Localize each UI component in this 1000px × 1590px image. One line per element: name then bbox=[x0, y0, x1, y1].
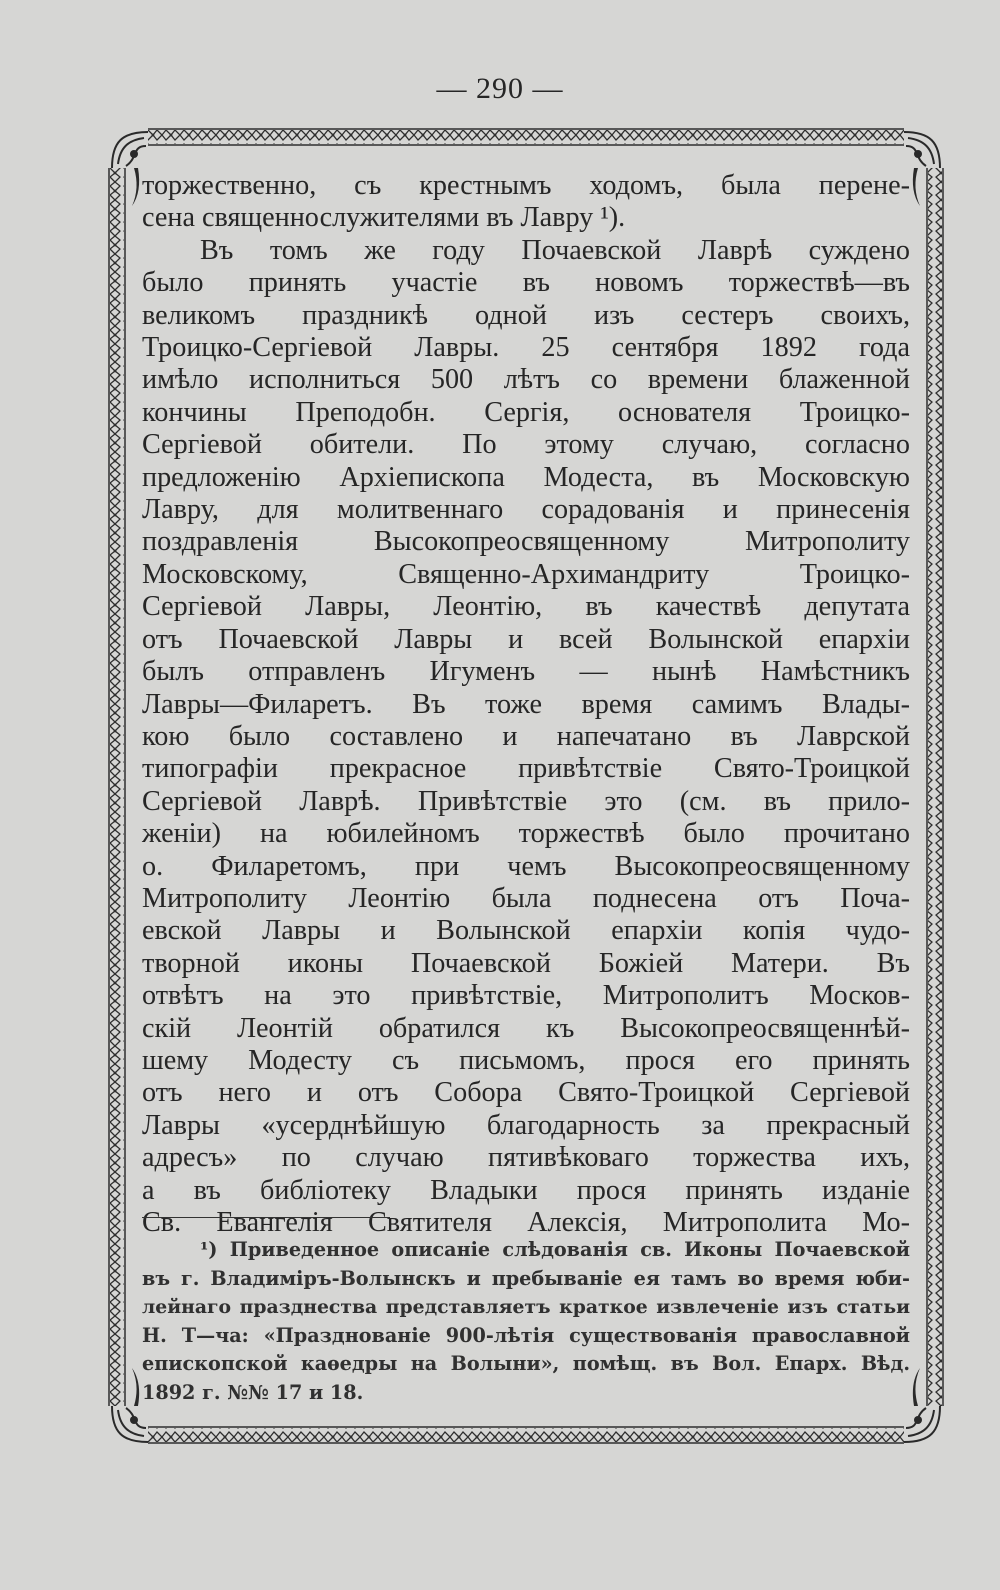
body-line: кою было составлено и напечатано въ Лаврской bbox=[142, 720, 910, 752]
footnote-line: епископской каѳедры на Волыни», помѣщ. въ Вол. Епарх. Вѣд. bbox=[142, 1352, 910, 1376]
body-line: а въ библіотеку Владыки прося принять изданіе bbox=[142, 1174, 910, 1206]
footnote-line: въ г. Владиміръ-Волынскъ и пребываніе ея тамъ во время юби- bbox=[142, 1266, 910, 1290]
footnote-divider bbox=[142, 1217, 390, 1218]
body-line: Лавры—Филаретъ. Въ тоже время самимъ Влады- bbox=[142, 688, 910, 720]
body-line: Митрополиту Леонтію была поднесена отъ Поча- bbox=[142, 882, 910, 914]
body-line: скій Леонтій обратился къ Высокопреосвященнѣй- bbox=[142, 1012, 910, 1044]
page-number: — 290 — bbox=[436, 72, 564, 105]
body-line: Въ томъ же году Почаевской Лаврѣ суждено bbox=[200, 234, 910, 266]
body-line: о. Филаретомъ, при чемъ Высокопреосвященному bbox=[142, 850, 910, 882]
body-line: отвѣтъ на это привѣтствіе, Митрополитъ Москов- bbox=[142, 980, 910, 1012]
body-line: адресъ» по случаю пятивѣковаго торжества ихъ, bbox=[142, 1142, 910, 1174]
footnote-line: 1892 г. №№ 17 и 18. bbox=[142, 1380, 364, 1404]
body-line: Сергіевой Лаврѣ. Привѣтствіе это (см. въ прило- bbox=[142, 785, 910, 817]
body-line: Московскому, Священно-Архимандриту Троицко- bbox=[142, 558, 910, 590]
body-line: женіи) на юбилейномъ торжествѣ было прочитано bbox=[142, 818, 910, 850]
body-line: Сергіевой Лавры, Леонтію, въ качествѣ депутата bbox=[142, 591, 910, 623]
footnote-line: лейнаго празднества представляетъ краткое извлеченіе изъ статьи bbox=[142, 1296, 910, 1319]
body-line: предложенію Архіепископа Модеста, въ Московскую bbox=[142, 461, 910, 493]
body-line: кончины Преподобн. Сергія, основателя Троицко- bbox=[142, 396, 910, 428]
body-line: Лавру, для молитвеннаго сорадованія и принесенія bbox=[142, 494, 910, 526]
body-line: Св. Евангелія Святителя Алексія, Митрополита Мо- bbox=[142, 1207, 910, 1238]
body-line: Лавры «усерднѣйшую благодарность за прекрасный bbox=[142, 1109, 910, 1141]
body-line: великомъ праздникѣ одной изъ сестеръ своихъ, bbox=[142, 299, 910, 331]
footnote-line: ¹) Приведенное описаніе слѣдованія св. Иконы Почаевской bbox=[200, 1238, 910, 1261]
body-text bbox=[142, 170, 910, 1239]
body-line: Троицко-Сергіевой Лавры. 25 сентября 1892 года bbox=[142, 332, 910, 364]
body-line: Сергіевой обители. По этому случаю, согласно bbox=[142, 429, 910, 461]
body-line: торжественно, съ крестнымъ ходомъ, была перене- bbox=[142, 170, 910, 201]
body-line: шему Модесту съ письмомъ, прося его принять bbox=[142, 1044, 910, 1076]
body-line: типографіи прекрасное привѣтствіе Свято-Троицкой bbox=[142, 753, 910, 785]
body-line: творной иконы Почаевской Божіей Матери. Въ bbox=[142, 947, 910, 979]
footnote bbox=[142, 1236, 910, 1408]
body-line: поздравленія Высокопреосвященному Митрополиту bbox=[142, 526, 910, 558]
body-line: отъ него и отъ Собора Свято-Троицкой Сергіевой bbox=[142, 1077, 910, 1109]
body-line: имѣло исполниться 500 лѣтъ со времени блаженной bbox=[142, 364, 910, 396]
body-line: отъ Почаевской Лавры и всей Волынской епархіи bbox=[142, 623, 910, 655]
footnote-line: Н. Т—ча: «Празднованіе 900-лѣтія существованія православной bbox=[142, 1323, 910, 1347]
body-line: былъ отправленъ Игуменъ — нынѣ Намѣстникъ bbox=[142, 656, 910, 688]
body-line: евской Лавры и Волынской епархіи копія чудо- bbox=[142, 915, 910, 947]
body-line: сена священнослужителями въ Лавру ¹). bbox=[142, 202, 626, 234]
body-line: было принять участіе въ новомъ торжествѣ—въ bbox=[142, 267, 910, 299]
